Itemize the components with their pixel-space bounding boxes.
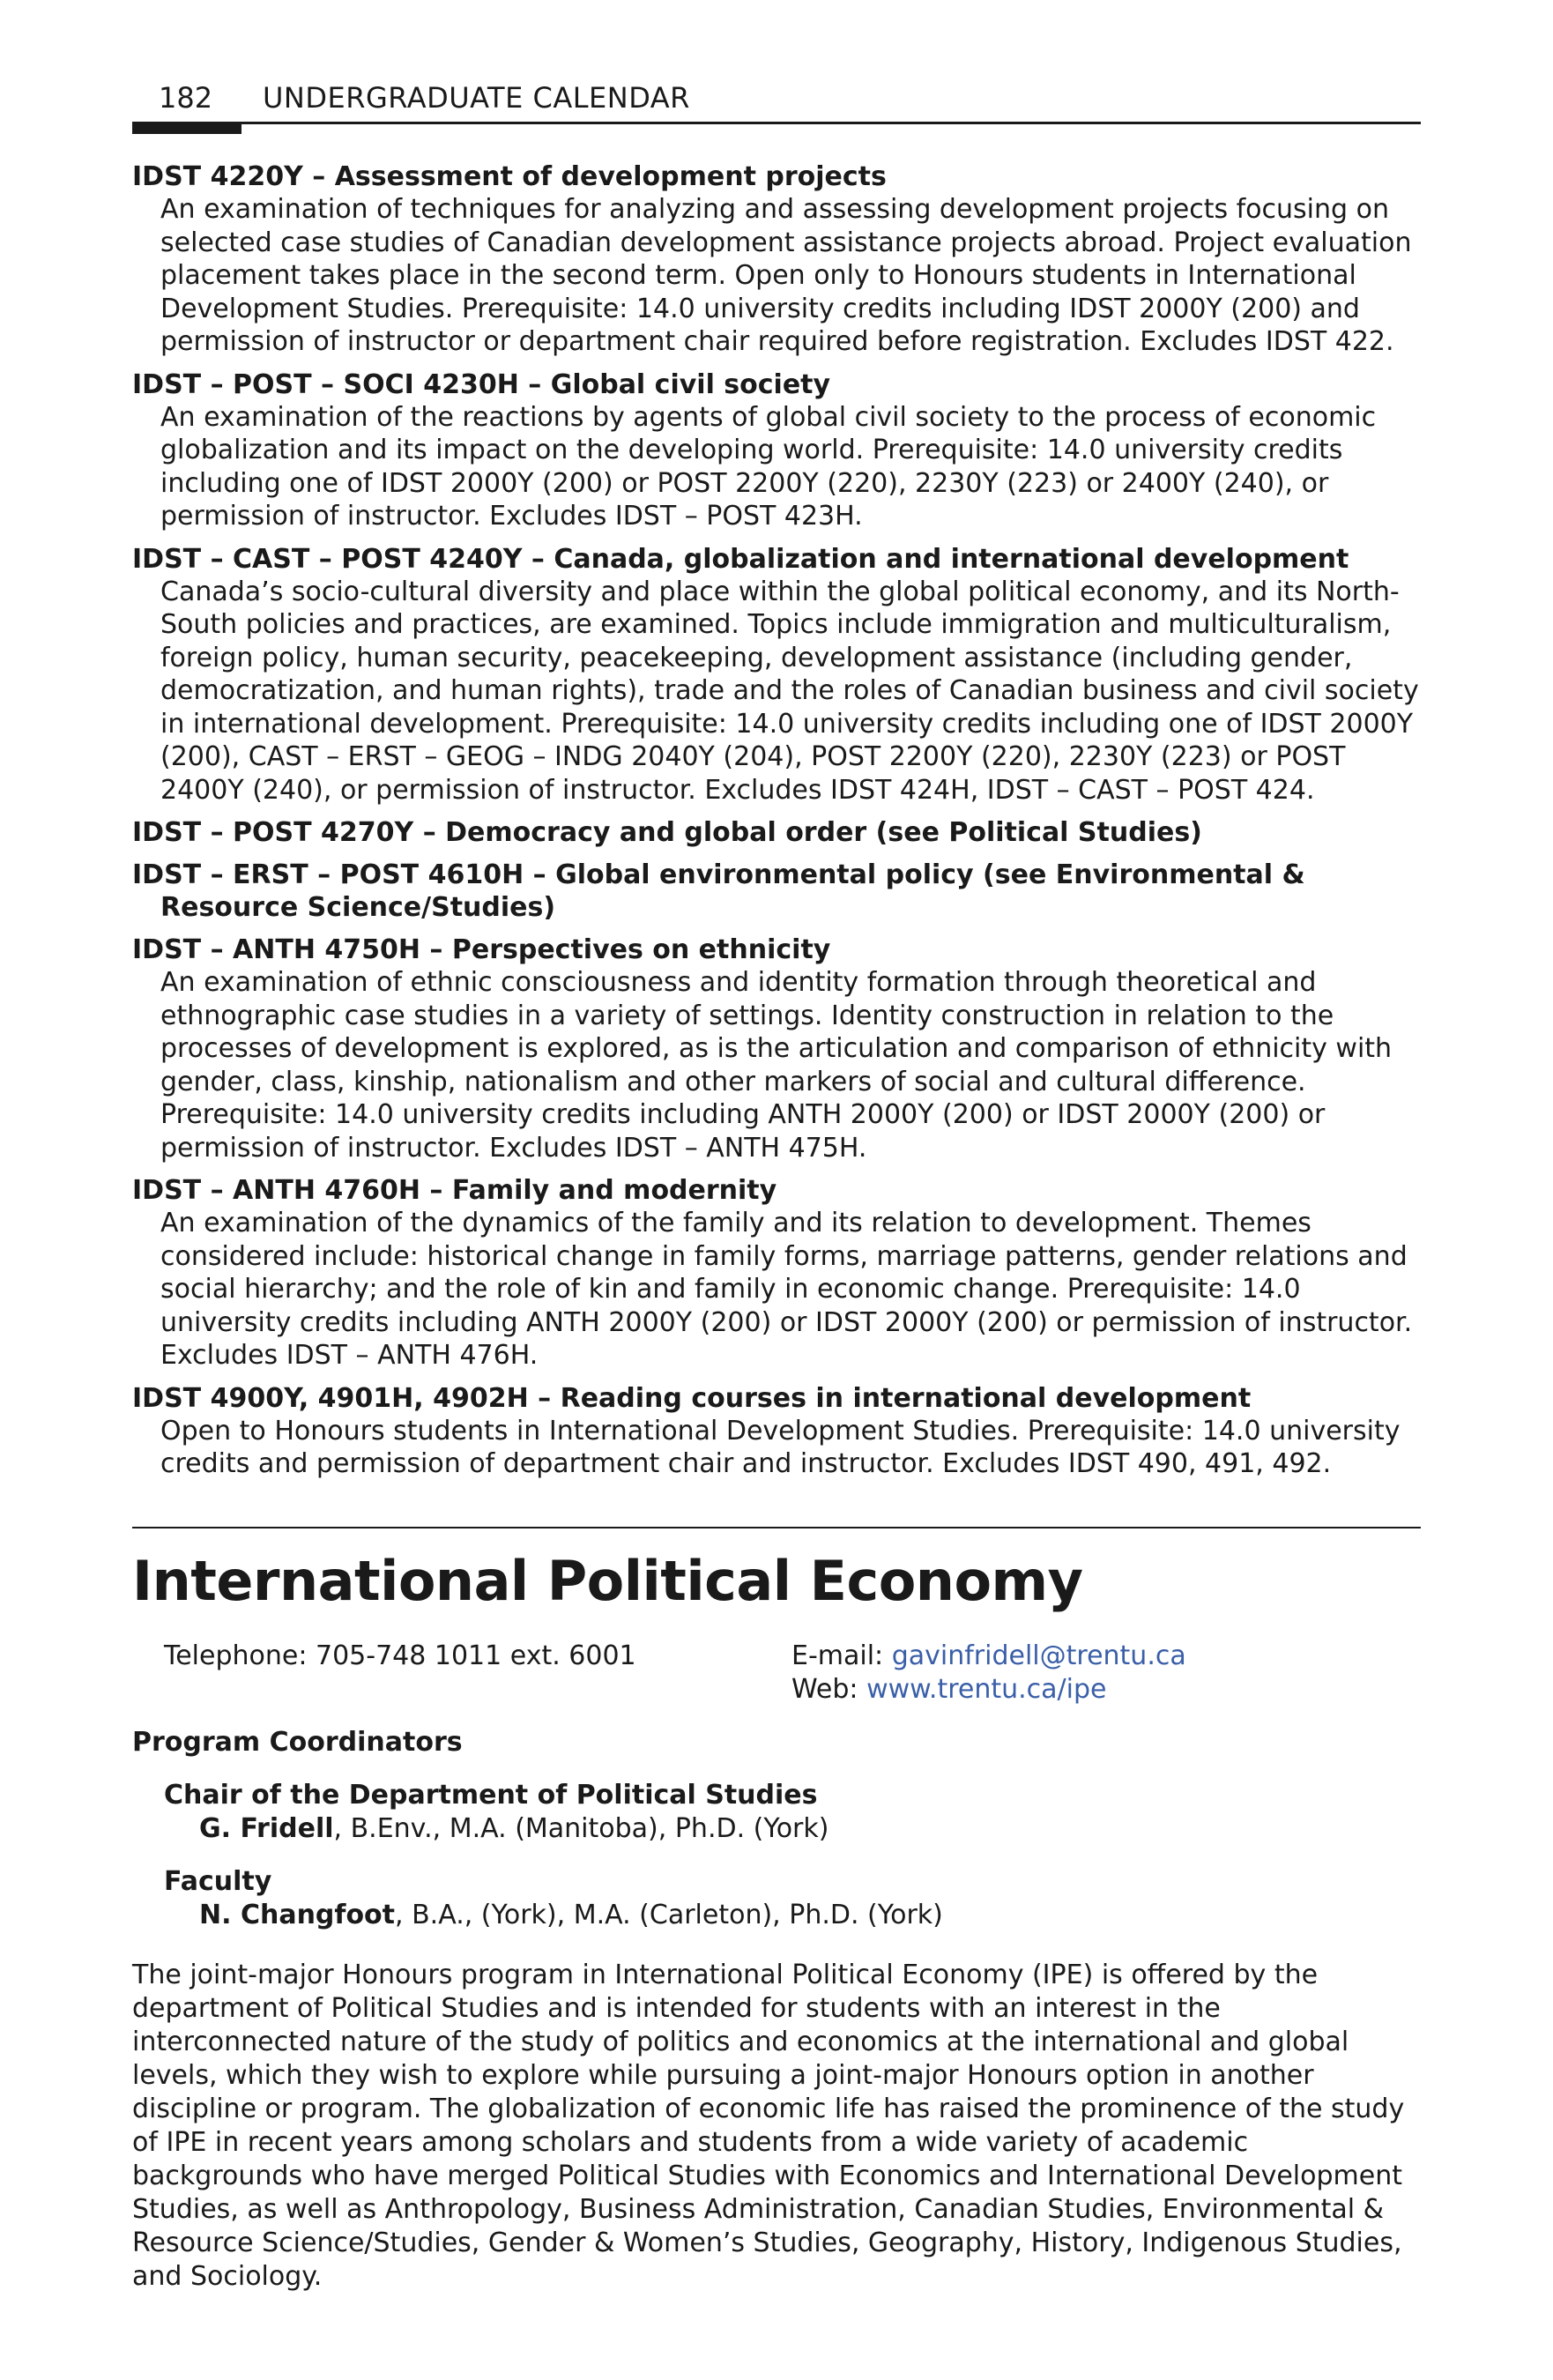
chair-credentials: , B.Env., M.A. (Manitoba), Ph.D. (York) [333,1812,829,1844]
web-link[interactable]: www.trentu.ca/ipe [866,1673,1107,1705]
faculty-credentials: , B.A., (York), M.A. (Carleton), Ph.D. (York) [395,1899,943,1930]
course-entry [132,368,1421,533]
course-entry [132,1382,1421,1481]
course-description: An examination of techniques for analyzing and assessing development projects focusing on selected case studies of Canadian development assistance projects abroad. Project evaluation placement takes place in the second term. Open only to Honours students in International Development Studies. Prerequisite: 14.0 university credits including IDST 2000Y (200) and permission of instructor or department chair required before registration. Excludes IDST 422. [160,194,1412,357]
faculty-name: N. Changfoot [199,1899,396,1930]
course-list [132,160,1421,1481]
course-title: IDST – POST 4270Y – Democracy and global order (see Political Studies) [132,817,1202,848]
section-divider [132,1527,1421,1528]
telephone: Telephone: 705-748 1011 ext. 6001 [164,1640,636,1671]
course-description: An examination of the dynamics of the family and its relation to development. Themes considered include: historical change in family forms, marriage patterns, gender relations and social hierarchy; and the role of kin and family in economic change. Prerequisite: 14.0 university credits including ANTH 2000Y (200) or IDST 2000Y (200) or permission of instructor. Excludes IDST – ANTH 476H. [160,1208,1413,1371]
email-line [791,1640,1186,1673]
course-title: IDST – CAST – POST 4240Y – Canada, globalization and international development [132,543,1349,575]
faculty-block [132,1865,1421,1932]
course-description: Open to Honours students in International Development Studies. Prerequisite: 14.0 university credits and permission of department chair and instructor. Excludes IDST 490, 491, 492. [160,1415,1401,1479]
header-block [132,122,241,134]
section-title: International Political Economy [132,1548,1083,1613]
course-entry [132,859,1421,924]
course-entry [132,933,1421,1164]
course-title: IDST – ANTH 4760H – Family and modernity [132,1175,777,1206]
email-link[interactable]: gavinfridell@trentu.ca [891,1640,1186,1671]
web-label: Web: [791,1673,867,1705]
course-entry [132,816,1421,849]
chair-person [132,1812,1421,1846]
chair-heading: Chair of the Department of Political Studies [164,1779,818,1811]
course-entry [132,160,1421,359]
faculty-person [132,1899,1421,1932]
contact-block [132,1640,1421,1719]
course-description: Canada’s socio-cultural diversity and place within the global political economy, and its North-South policies and practices, are examined. Topics include immigration and multiculturalism, foreign policy, human security, peacekeeping, development assistance (including gender, democratization, and human rights), trade and the roles of Canadian business and civil society in international development. Prerequisite: 14.0 university credits including one of IDST 2000Y (200), CAST – ERST – GEOG – INDG 2040Y (204), POST 2200Y (220), 2230Y (223) or POST 2400Y (240), or permission of instructor. Excludes IDST 424H, IDST – CAST – POST 424. [160,576,1419,806]
course-entry [132,543,1421,807]
chair-name: G. Fridell [199,1812,334,1844]
course-description: An examination of ethnic consciousness and identity formation through theoretical and ethnographic case studies in a variety of settings. Identity construction in relation to the processes of development is explored, as is the articulation and comparison of ethnicity with gender, class, kinship, nationalism and other markers of social and cultural difference. Prerequisite: 14.0 university credits including ANTH 2000Y (200) or IDST 2000Y (200) or permission of instructor. Excludes IDST – ANTH 475H. [160,967,1393,1164]
chair-block [132,1779,1421,1846]
course-title: IDST – ERST – POST 4610H – Global environmental policy (see Environmental & Resource Science/Studies) [132,859,1305,923]
web-line [791,1673,1186,1707]
course-title: IDST 4900Y, 4901H, 4902H – Reading courses in international development [132,1382,1252,1414]
header-rule [132,122,1421,124]
running-title: UNDERGRADUATE CALENDAR [263,81,690,115]
page-header [132,0,1421,134]
course-title: IDST 4220Y – Assessment of development projects [132,161,887,192]
course-entry [132,1174,1421,1372]
contact-links [791,1640,1186,1707]
course-description: An examination of the reactions by agents of global civil society to the process of economic globalization and its impact on the developing world. Prerequisite: 14.0 university credits including one of IDST 2000Y (200) or POST 2200Y (220), 2230Y (223) or 2400Y (240), or permission of instructor. Excludes IDST – POST 423H. [160,401,1377,532]
email-label: E-mail: [791,1640,892,1671]
course-title: IDST – ANTH 4750H – Perspectives on ethnicity [132,934,831,965]
page [132,0,1421,2320]
course-title: IDST – POST – SOCI 4230H – Global civil society [132,368,831,400]
faculty-heading: Faculty [164,1865,272,1897]
coordinators-heading: Program Coordinators [132,1726,463,1758]
page-number: 182 [159,81,213,115]
program-intro: The joint-major Honours program in International Political Economy (IPE) is offered by the department of Political Studies and is intended for students with an interest in the interconnected nature of the study of politics and economics at the international and global levels, which they wish to explore while pursuing a joint-major Honours option in another discipline or program. The globalization of economic life has raised the prominence of the study of IPE in recent years among scholars and students from a wide variety of academic backgrounds who have merged Political Studies with Economics and International Development Studies, as well as Anthropology, Business Administration, Canadian Studies, Environmental & Resource Science/Studies, Gender & Women’s Studies, Geography, History, Indigenous Studies, and Sociology. [132,1959,1405,2292]
